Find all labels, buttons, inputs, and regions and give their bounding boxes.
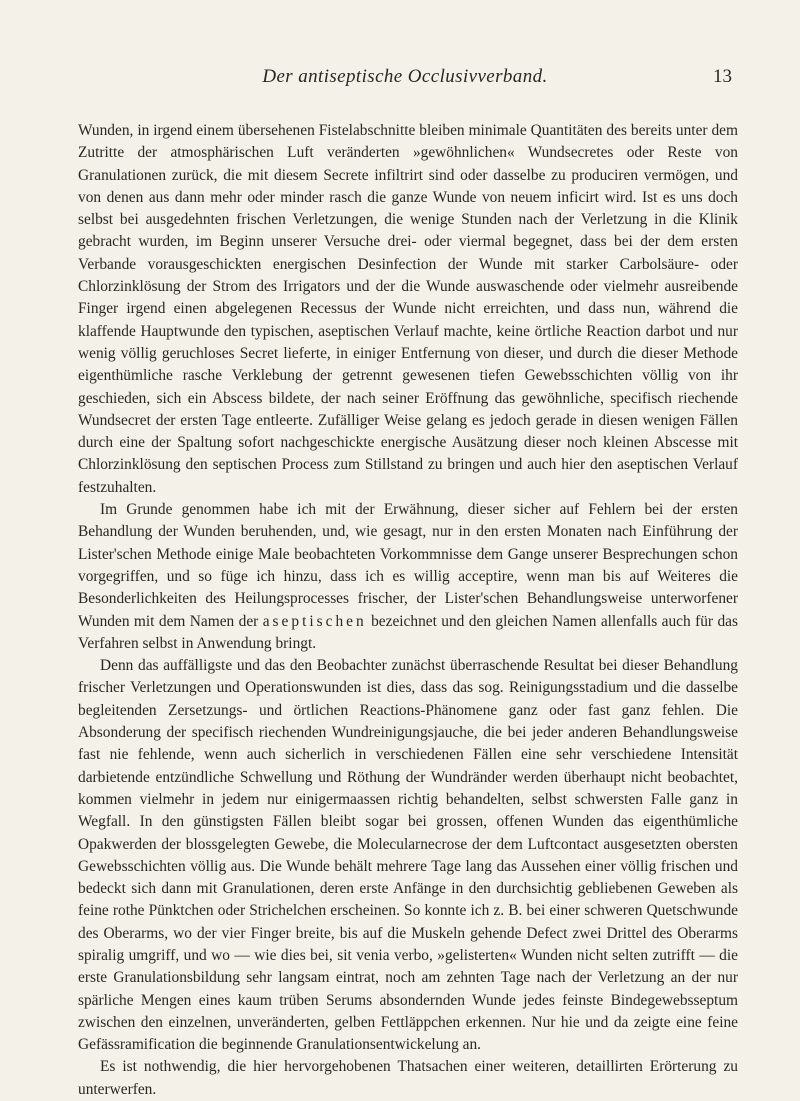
paragraph-2-text-before: Im Grunde genommen habe ich mit der Erwähnung, dieser sicher auf Fehlern bei der ersten Behandlung der Wunden beruhenden, und, wie gesagt, nur in den ersten Monaten nach Einführung der Lister'schen Methode einige Male beobachteten Vorkommnisse dem Gange unserer Besprechungen schon vorgegriffen, und so füge ich hinzu, dass ich es willig acceptire, wenn man bis auf Weiteres die Besonderlichkeiten des Heilungsprocesses frischer, der Lister'schen Behandlungsweise unterworfener Wunden mit dem Namen der bbox=[78, 501, 738, 630]
paragraph-3: Denn das auffälligste und das den Beobachter zunächst überraschende Resultat bei dieser Behandlung frischer Verletzungen und Operationswunden ist dies, dass das sog. Reinigungsstadium und die dasselbe begleitenden Zersetzungs- und örtlichen Reactions-Phänomene ganz oder fast ganz fehlen. Die Absonderung der specifisch riechenden Wundreinigungsjauche, die bei jeder anderen Behandlungsweise fast nie fehlende, wenn auch sicherlich in verschiedenen Fällen eine sehr verschiedene Intensität darbietende entzündliche Schwellung und Röthung der Wundränder werden überhaupt nicht beobachtet, kommen vielmehr in jedem nur einigermaassen richtig behandelten, selbst schwersten Falle ganz in Wegfall. In den günstigsten Fällen bleibt sogar bei grossen, offenen Wunden das eigenthümliche Opakwerden der blossgelegten Gewebe, die Molecularnecrose der dem Luftcontact ausgesetzten obersten Gewebsschichten völlig aus. Die Wunde behält mehrere Tage lang das Aussehen einer völlig frischen und bedeckt sich dann mit Granulationen, deren erste Anfänge in den durchsichtig gebliebenen Geweben als feine rothe Pünktchen oder Strichelchen erscheinen. So konnte ich z. B. bei einer schweren Quetschwunde des Oberarms, wo der vier Finger breite, bis auf die Muskeln gehende Defect zwei Drittel des Oberarms spiralig umgriff, und wo — wie dies bei, sit venia verbo, »gelisterten« Wunden nicht selten zutrifft — die erste Granulationsbildung sehr langsam eintrat, noch am zehnten Tage nach der Verletzung an der nur spärliche Mengen eines kaum trüben Serums absondernden Wunde jedes feinste Bindegewebsseptum zwischen den einzelnen, unveränderten, gelben Fettläppchen erkennen. Nur hie und da zeigte eine feine Gefässramification die beginnende Granulationsentwickelung an. bbox=[78, 657, 738, 1054]
running-header bbox=[78, 64, 732, 94]
page-number: 13 bbox=[713, 66, 732, 87]
body-text bbox=[78, 120, 738, 1101]
running-title: Der antiseptische Occlusivverband. bbox=[262, 66, 548, 87]
emphasized-term: aseptischen bbox=[262, 612, 367, 630]
paragraph-4: Es ist nothwendig, die hier hervorgehobenen Thatsachen einer weiteren, detaillirten Erörterung zu unterwerfen. bbox=[78, 1058, 738, 1098]
paragraph-2-text-after: bezeichnet und den gleichen Namen allenfalls auch für das Verfahren selbst in Anwendung bringt. bbox=[78, 612, 738, 652]
paragraph-2 bbox=[78, 499, 738, 655]
paragraph-1: Wunden, in irgend einem übersehenen Fistelabschnitte bleiben minimale Quantitäten des bereits unter dem Zutritte der atmosphärischen Luft veränderten »gewöhnlichen« Wundsecretes oder Reste von Granulationen zurück, die mit diesem Secrete infiltrirt sind oder dasselbe zu produciren vermögen, und von denen aus dann mehr oder minder rasch die ganze Wunde von neuem inficirt wird. Ist es uns doch selbst bei ausgedehnten frischen Verletzungen, die wenige Stunden nach der Verletzung in die Klinik gebracht wurden, im Beginn unserer Versuche drei- oder viermal begegnet, dass bei der dem ersten Verbande vorausgeschickten energischen Desinfection der Wunde mit starker Carbolsäure- oder Chlorzinklösung der Strom des Irrigators und der die Wunde auswaschende oder vielmehr ausreibende Finger irgend einen abgelegenen Recessus der Wunde nicht erreichten, und dass nun, während die klaffende Hauptwunde den typischen, aseptischen Verlauf machte, keine örtliche Reaction darbot und nur wenig völlig geruchloses Secret lieferte, in einiger Entfernung von dieser, und durch die dieser Methode eigenthümliche rasche Verklebung der getrennt gewesenen tiefen Gewebsschichten völlig von ihr geschieden, sich ein Abscess bildete, der nach seiner Eröffnung das gewöhnliche, specifisch riechende Wundsecret der ersten Tage entleerte. Zufälliger Weise gelang es jedoch gerade in diesen wenigen Fällen durch eine der Spaltung sofort nachgeschickte energische Ausätzung dieser noch kleinen Abscesse mit Chlorzinklösung den septischen Process zum Stillstand zu bringen und auch hier den aseptischen Verlauf festzuhalten. bbox=[78, 122, 738, 496]
